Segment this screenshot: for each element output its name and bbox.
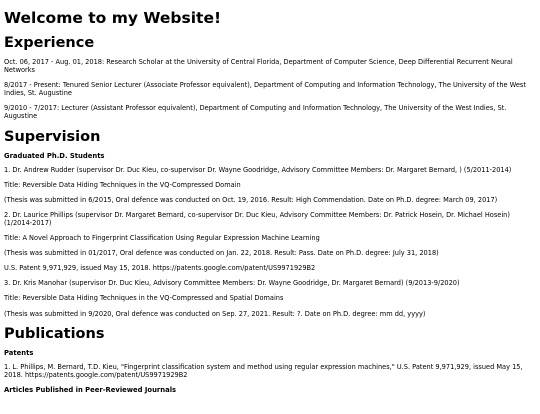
- supervision-paragraph: 2. Dr. Laurice Phillips (supervisor Dr. Margaret Bernard, co-supervisor Dr. Duc Kieu, Advisory Committee Members: Dr. Patrick Hosein, Dr. Michael Hosein) (1/2014-2017): [4, 210, 510, 227]
- supervision-paragraph: 3. Dr. Kris Manohar (supervisor Dr. Duc Kieu, Advisory Committee Members: Dr. Wayne Goodridge, Dr. Margaret Bernard) (9/2013-9/2020): [4, 279, 460, 288]
- journals-heading: Articles Published in Peer-Reviewed Journals: [4, 385, 177, 394]
- supervision-paragraph: 1. Dr. Andrew Rudder (supervisor Dr. Duc Kieu, co-supervisor Dr. Wayne Goodridge, Advisory Committee Members: Dr. Margaret Bernard, ) (5/2011-2014): [4, 165, 512, 174]
- experience-heading: Experience: [4, 35, 95, 51]
- supervision-paragraph: Title: Reversible Data Hiding Techniques in the VQ-Compressed Domain: [4, 180, 241, 189]
- supervision-paragraph: Title: Reversible Data Hiding Techniques in the VQ-Compressed and Spatial Domains: [4, 294, 284, 303]
- supervision-paragraph: Title: A Novel Approach to Fingerprint Classification Using Regular Expression Machine Learning: [4, 234, 320, 243]
- supervision-paragraph: (Thesis was submitted in 9/2020, Oral defence was conducted on Sep. 27, 2021. Result: ?. Date on Ph.D. degree: mm dd, yyyy): [4, 309, 426, 318]
- graduated-students-heading: Graduated Ph.D. Students: [4, 151, 105, 160]
- supervision-paragraph: U.S. Patent 9,971,929, issued May 15, 2018. https://patents.google.com/patent/US9971929B2: [4, 264, 316, 273]
- supervision-heading: Supervision: [4, 128, 101, 145]
- experience-item: Oct. 06, 2017 - Aug. 01, 2018: Research Scholar at the University of Central Florida, Department of Computer Science, Deep Differential Recurrent Neural Networks: [4, 58, 513, 75]
- supervision-paragraph: (Thesis was submitted in 6/2015, Oral defence was conducted on Oct. 19, 2016. Result: High Commendation. Date on Ph.D. degree: March 09, 2017): [4, 195, 498, 204]
- experience-item: 8/2017 - Present: Tenured Senior Lecturer (Associate Professor equivalent), Department of Computing and Information Technology, The University of the West Indies, St. Augustine: [4, 81, 526, 98]
- supervision-paragraph: (Thesis was submitted in 01/2017, Oral defence was conducted on Jan. 22, 2018. Result: Pass. Date on Ph.D. degree: July 31, 2018): [4, 249, 439, 258]
- page-content: [0, 9, 540, 395]
- experience-item: 9/2010 - 7/2017: Lecturer (Assistant Professor equivalent), Department of Computing and Information Technology, The University of the West Indies, St. Augustine: [4, 104, 507, 121]
- page-title: Welcome to my Website!: [4, 9, 222, 27]
- publications-heading: Publications: [4, 325, 105, 342]
- patents-heading: Patents: [4, 348, 34, 357]
- patent-item: 1. L. Phillips, M. Bernard, T.D. Kieu, "Fingerprint classification system and method using regular expression machines," U.S. Patent 9,971,929, issued May 15, 2018. https://patents.google.com/patent/US9971929B2: [4, 362, 523, 379]
